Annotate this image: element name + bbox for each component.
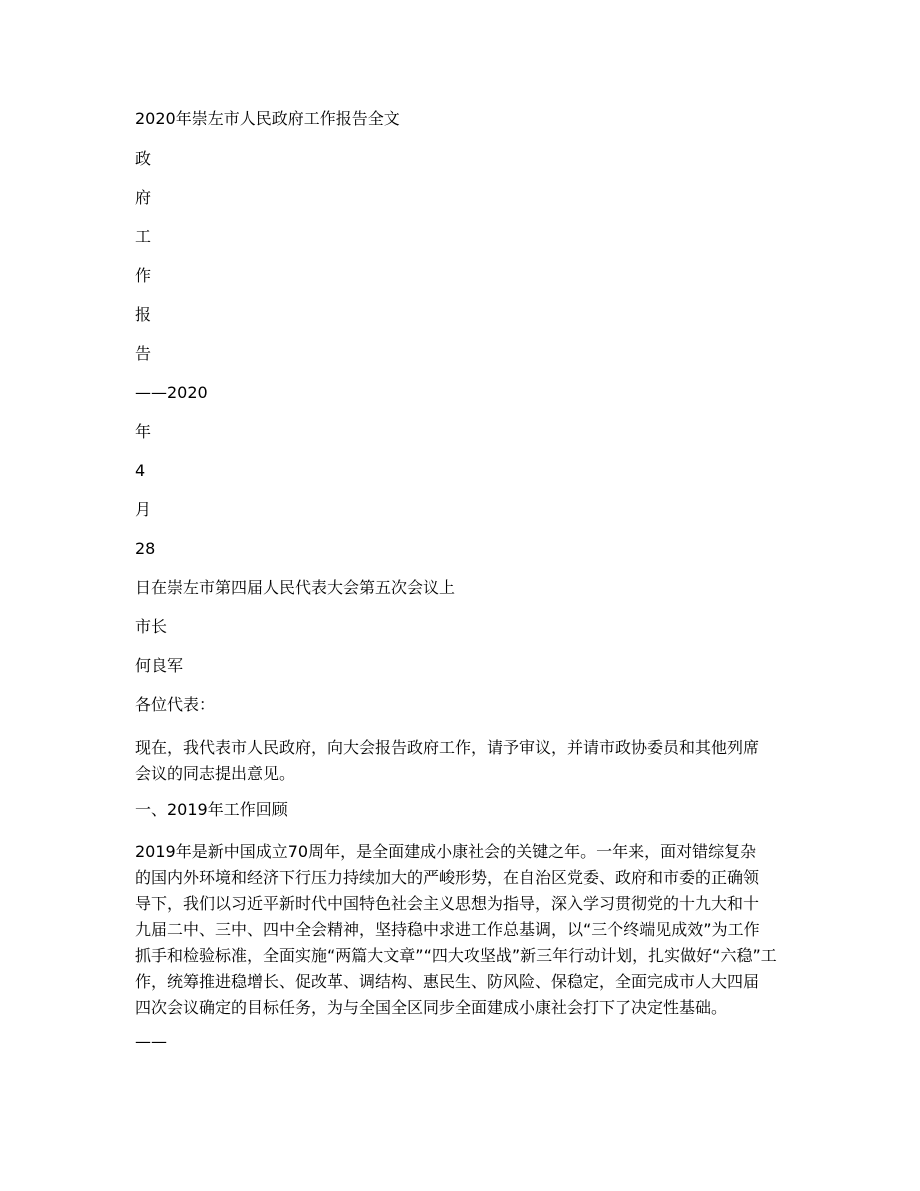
cover-line: 市长 (135, 617, 168, 636)
cover-line: 告 (135, 344, 152, 363)
cover-line: 政 (135, 149, 152, 168)
cover-line: ——2020 (135, 383, 208, 402)
cover-line: 年 (135, 422, 152, 441)
paragraph-line: 2019年是新中国成立70周年，是全面建成小康社会的关键之年。一年来，面对错综复杂 (135, 842, 757, 861)
paragraph-line: 会议的同志提出意见。 (135, 764, 296, 783)
cover-line: 月 (135, 500, 152, 519)
paragraph-line: 现在，我代表市人民政府，向大会报告政府工作，请予审议，并请市政协委员和其他列席 (135, 738, 760, 757)
cover-line: 28 (135, 539, 156, 558)
section-heading: 一、2019年工作回顾 (135, 800, 288, 819)
paragraph-line: 导下，我们以习近平新时代中国特色社会主义思想为指导，深入学习贯彻党的十九大和十 (135, 894, 760, 913)
cover-line: 日在崇左市第四届人民代表大会第五次会议上 (135, 578, 456, 597)
trailing-dash: —— (135, 1032, 167, 1051)
paragraph-line: 四次会议确定的目标任务，为与全国全区同步全面建成小康社会打下了决定性基础。 (135, 998, 728, 1017)
cover-line: 作 (135, 266, 152, 285)
paragraph-line: 九届二中、三中、四中全会精神，坚持稳中求进工作总基调，以“三个终端见成效”为工作 (135, 920, 760, 939)
cover-line: 工 (135, 227, 152, 246)
cover-line: 4 (135, 461, 146, 480)
paragraph-line: 抓手和检验标准，全面实施“两篇大文章”“四大攻坚战”新三年行动计划，扎实做好“六稳”工 (135, 946, 777, 965)
cover-line: 府 (135, 188, 152, 207)
cover-line: 何良军 (135, 656, 184, 675)
salutation: 各位代表： (135, 695, 216, 714)
body-paragraph (135, 839, 785, 1021)
document-title: 2020年崇左市人民政府工作报告全文 (135, 109, 400, 128)
cover-line: 报 (135, 305, 152, 324)
paragraph-line: 的国内外环境和经济下行压力持续加大的严峻形势，在自治区党委、政府和市委的正确领 (135, 868, 760, 887)
paragraph-line: 作，统筹推进稳增长、促改革、调结构、惠民生、防风险、保稳定，全面完成市人大四届 (135, 972, 760, 991)
intro-paragraph (135, 735, 785, 787)
